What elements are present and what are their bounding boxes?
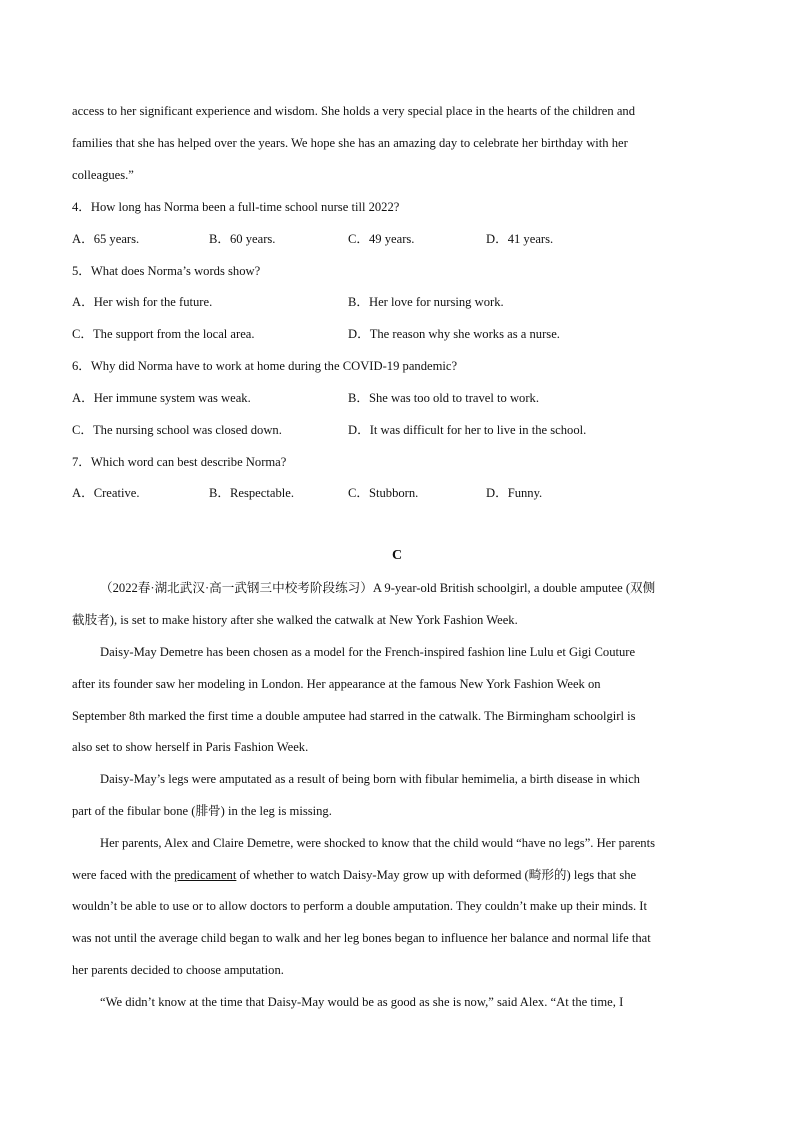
section-heading: C <box>391 548 403 563</box>
q4-option-a: A．65 years. <box>72 232 140 246</box>
q7-option-d: D．Funny. <box>486 486 543 500</box>
q5-option-b: B．Her love for nursing work. <box>348 295 504 309</box>
q5-option-a: A．Her wish for the future. <box>72 295 213 309</box>
question-6: 6．Why did Norma have to work at home during the COVID-19 pandemic? <box>72 359 458 373</box>
passage-line: wouldn’t be able to use or to allow doctors to perform a double amputation. They couldn’t make up their minds. It <box>72 899 647 913</box>
q6-option-b: B．She was too old to travel to work. <box>348 391 539 405</box>
q7-option-a: A．Creative. <box>72 486 140 500</box>
q4-option-c: C．49 years. <box>348 232 415 246</box>
passage-line: “We didn’t know at the time that Daisy-May would be as good as she is now,” said Alex. “At the time, I <box>100 995 624 1009</box>
passage-line: Daisy-May Demetre has been chosen as a model for the French-inspired fashion line Lulu et Gigi Couture <box>100 645 636 659</box>
q4-option-d: D．41 years. <box>486 232 554 246</box>
passage-line: part of the fibular bone (腓骨) in the leg is missing. <box>72 804 332 818</box>
underlined-word-predicament: predicament <box>174 868 237 882</box>
question-4: 4．How long has Norma been a full-time school nurse till 2022? <box>72 200 400 214</box>
passage-line: her parents decided to choose amputation. <box>72 963 284 977</box>
passage-text: were faced with the <box>72 868 175 882</box>
q7-option-b: B．Respectable. <box>209 486 294 500</box>
passage-line: was not until the average child began to walk and her leg bones began to influence her balance and normal life that <box>72 931 651 945</box>
passage-line: September 8th marked the first time a double amputee had starred in the catwalk. The Birmingham schoolgirl is <box>72 709 636 723</box>
passage-line: （2022春·湖北武汉·高一武钢三中校考阶段练习）A 9-year-old British schoolgirl, a double amputee (双侧 <box>100 581 656 595</box>
passage-line-with-underline <box>72 867 636 883</box>
intro-line-3: colleagues.” <box>72 168 134 182</box>
intro-line-1: access to her significant experience and wisdom. She holds a very special place in the hearts of the children and <box>72 104 636 118</box>
q6-option-a: A．Her immune system was weak. <box>72 391 251 405</box>
q5-option-d: D．The reason why she works as a nurse. <box>348 327 560 341</box>
q4-option-b: B．60 years. <box>209 232 276 246</box>
question-7: 7．Which word can best describe Norma? <box>72 455 287 469</box>
q6-option-c: C．The nursing school was closed down. <box>72 423 282 437</box>
passage-line: Her parents, Alex and Claire Demetre, were shocked to know that the child would “have no legs”. Her parents <box>100 836 655 850</box>
q5-option-c: C．The support from the local area. <box>72 327 255 341</box>
passage-text: of whether to watch Daisy-May grow up with deformed (畸形的) legs that she <box>236 868 637 882</box>
passage-line: 截肢者), is set to make history after she walked the catwalk at New York Fashion Week. <box>72 613 518 627</box>
question-5: 5．What does Norma’s words show? <box>72 264 261 278</box>
q7-option-c: C．Stubborn. <box>348 486 419 500</box>
intro-line-2: families that she has helped over the years. We hope she has an amazing day to celebrate her birthday with her <box>72 136 628 150</box>
passage-line: after its founder saw her modeling in London. Her appearance at the famous New York Fashion Week on <box>72 677 601 691</box>
passage-line: also set to show herself in Paris Fashion Week. <box>72 740 309 754</box>
q6-option-d: D．It was difficult for her to live in the school. <box>348 423 587 437</box>
passage-line: Daisy-May’s legs were amputated as a result of being born with fibular hemimelia, a birth disease in which <box>100 772 640 786</box>
